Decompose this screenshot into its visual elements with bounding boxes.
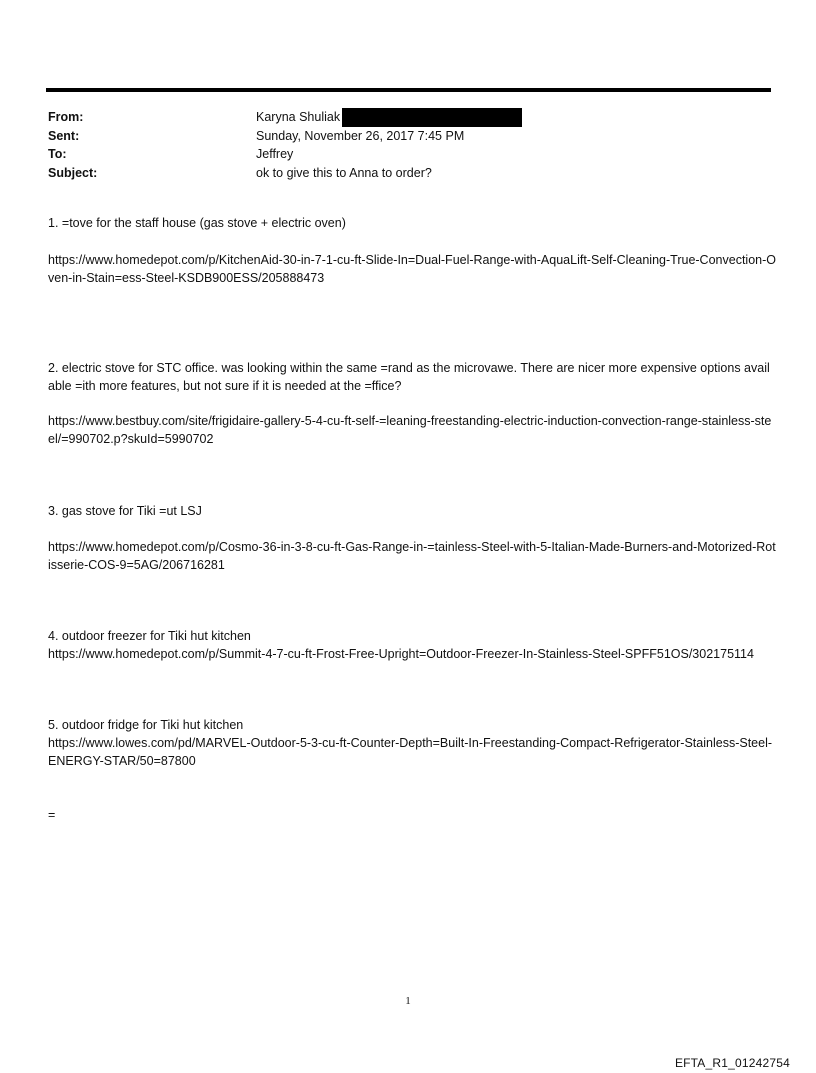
page-number: 1 [405, 995, 411, 1007]
sent-label: Sent: [48, 128, 80, 143]
header-divider [46, 88, 771, 92]
item-5-text: 5. outdoor fridge for Tiki hut kitchen [48, 718, 244, 732]
item-3-link[interactable]: https://www.homedepot.com/p/Cosmo-36-in-3-8-cu-ft-Gas-Range-in-=tainless-Steel-with-5-Italian-Made-Burners-and-Motorized-Rotisserie-COS-9=5AG/206716281 [48, 540, 776, 572]
item-4-text: 4. outdoor freezer for Tiki hut kitchen [48, 629, 251, 643]
item-1-text: 1. =tove for the staff house (gas stove + electric oven) [48, 216, 346, 230]
item-4-link[interactable]: https://www.homedepot.com/p/Summit-4-7-cu-ft-Frost-Free-Upright=Outdoor-Freezer-In-Stainless-Steel-SPFF51OS/302175114 [48, 647, 754, 661]
sender-name: Karyna Shuliak [256, 110, 341, 124]
item-1-link[interactable]: https://www.homedepot.com/p/KitchenAid-30-in-7-1-cu-ft-Slide-In=Dual-Fuel-Range-with-AquaLift-Self-Cleaning-True-Convection-Oven-in-Stain=ess-Steel-KSDB900ESS/205888473 [48, 253, 776, 285]
sent-value: Sunday, November 26, 2017 7:45 PM [256, 128, 465, 143]
subject-label: Subject: [48, 165, 98, 180]
item-3-text: 3. gas stove for Tiki =ut LSJ [48, 504, 202, 518]
item-2-text: 2. electric stove for STC office. was looking within the same =rand as the microvawe. There are nicer more expensive options available =ith more features, but not sure if it is needed at the =ffice? [48, 361, 770, 393]
to-label: To: [48, 147, 67, 161]
item-2-link[interactable]: https://www.bestbuy.com/site/frigidaire-gallery-5-4-cu-ft-self-=leaning-freestanding-electric-induction-convection-range-stainless-steel/=990702.p?skuId=5990702 [48, 414, 772, 446]
from-label: From: [48, 110, 84, 124]
document-id: EFTA_R1_01242754 [674, 1056, 790, 1070]
item-5-link[interactable]: https://www.lowes.com/pd/MARVEL-Outdoor-5-3-cu-ft-Counter-Depth=Built-In-Freestanding-Compact-Refrigerator-Stainless-Steel-ENERGY-STAR/50=87800 [48, 736, 773, 768]
subject-value: ok to give this to Anna to order? [256, 165, 432, 180]
body-trailer: = [48, 808, 56, 822]
redaction-box [342, 108, 522, 127]
from-value [256, 108, 522, 127]
to-value: Jeffrey [256, 147, 294, 161]
